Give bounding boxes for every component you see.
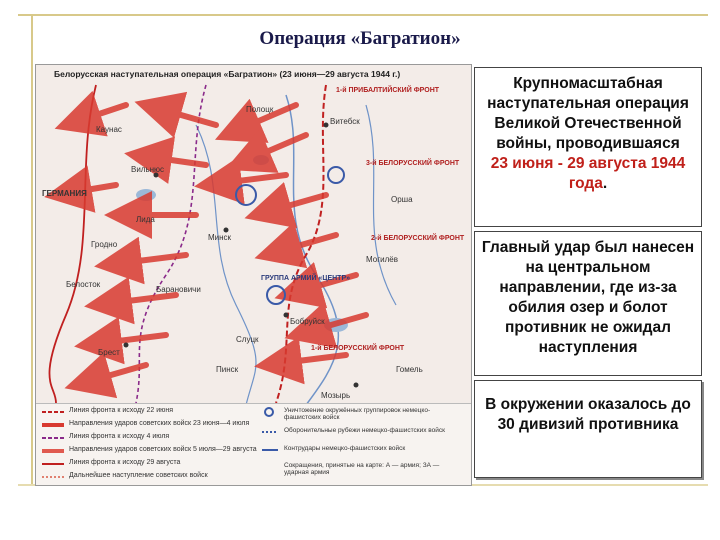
legend-item: Дальнейшее наступление советских войск [69, 472, 208, 479]
slide-title: Операция «Багратион» [259, 28, 461, 49]
legend-item: Контрудары немецко-фашистских войск [284, 445, 406, 452]
operation-dates: 23 июня - 29 августа 1944 года [490, 155, 686, 192]
info-box-encirclement [474, 380, 702, 478]
map-label-pinsk: Пинск [216, 365, 239, 374]
info-box-operation [474, 67, 702, 227]
operation-dates-period: . [602, 175, 608, 192]
legend-item: Сокращения, принятые на карте: А — армия; ЗА — ударная армия [284, 462, 440, 476]
map-legend [36, 403, 471, 486]
decor-left-line [31, 14, 33, 484]
map-label-belostok: Белосток [66, 280, 101, 289]
map-label-brest: Брест [98, 348, 120, 357]
legend-item: Оборонительные рубежи немецко-фашистских войск [284, 427, 446, 434]
map-label-gomel: Гомель [396, 365, 423, 374]
front-label-3-belorussian: 3-й БЕЛОРУССКИЙ ФРОНТ [366, 160, 460, 167]
map-label-minsk: Минск [208, 233, 232, 242]
map-label-grodno: Гродно [91, 240, 118, 249]
map-label-lida: Лида [136, 215, 155, 224]
legend-item: Линия фронта к исходу 4 июля [69, 433, 170, 440]
map-label-vitebsk: Витебск [330, 117, 360, 126]
map-label-kaunas: Каунас [96, 125, 122, 134]
map-title: Белорусская наступательная операция «Багратион» (23 июня—29 августа 1944 г.) [54, 69, 401, 79]
info-box-operation-text: Крупномасштабная наступательная операция Великой Отечественной войны, проводившаяся [487, 75, 689, 152]
army-group-center-label: ГРУППА АРМИЙ «ЦЕНТР» [261, 275, 351, 282]
info-box-encirclement-text: В окружении оказалось до 30 дивизий противника [485, 396, 691, 433]
info-box-main-strike [474, 231, 702, 376]
front-label-1-baltic: 1-й ПРИБАЛТИЙСКИЙ ФРОНТ [336, 87, 440, 94]
legend-item: Направления ударов советских войск 23 июня—4 июля [69, 420, 250, 427]
map-label-slutsk: Слуцк [236, 335, 259, 344]
historical-map [35, 64, 472, 486]
legend-item: Направления ударов советских войск 5 июля—29 августа [69, 446, 257, 453]
map-label-bobruisk: Бобруйск [290, 317, 325, 326]
map-label-vilnius: Вильнюс [131, 165, 165, 174]
map-label-mozyr: Мозырь [321, 391, 351, 400]
legend-item: Линия фронта к исходу 22 июня [69, 407, 174, 414]
info-box-main-strike-text: Главный удар был нанесен на центральном направлении, где из-за обилия озер и болот противник не ожидал наступления [481, 239, 695, 356]
front-label-1-belorussian: 1-й БЕЛОРУССКИЙ ФРОНТ [311, 345, 405, 352]
map-label-germany: ГЕРМАНИЯ [42, 189, 87, 198]
legend-item: Линия фронта к исходу 29 августа [69, 459, 181, 466]
legend-item: Уничтожение окружённых группировок немецко-фашистских войск [284, 407, 431, 421]
front-label-2-belorussian: 2-й БЕЛОРУССКИЙ ФРОНТ [371, 235, 465, 242]
map-label-polotsk: Полоцк [246, 105, 274, 114]
map-label-mogilev: Могилёв [366, 255, 398, 264]
map-label-orsha: Орша [391, 195, 413, 204]
decor-top-line [18, 14, 708, 16]
map-label-baranovichi: Барановичи [156, 285, 201, 294]
